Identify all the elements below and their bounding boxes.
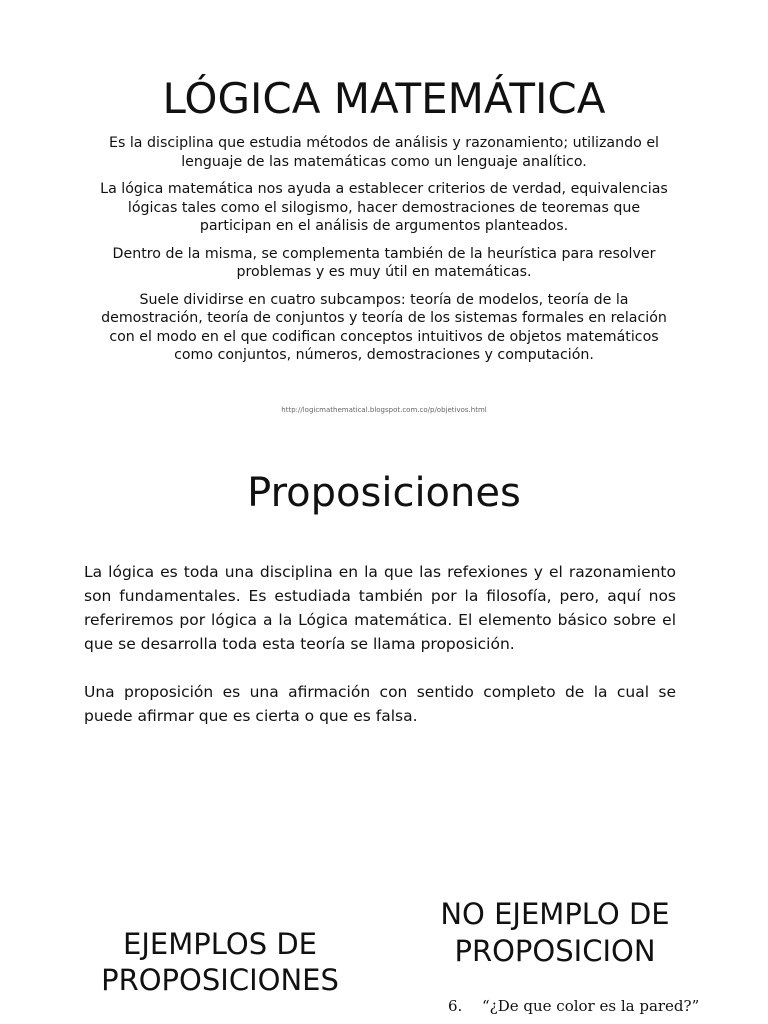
- slide-title: LÓGICA MATEMÁTICA: [162, 74, 606, 123]
- intro-text: [100, 134, 668, 374]
- source-link[interactable]: http://logicmathematical.blogspot.com.co/p/objetivos.html: [281, 406, 487, 414]
- item-text: “¿De que color es la pared?”: [482, 997, 700, 1015]
- paragraph: Una proposición es una afirmación con sentido completo de la cual se puede afirmar que es cierta o que es falsa.: [84, 683, 676, 725]
- paragraph: La lógica es toda una disciplina en la que las refexiones y el razonamiento son fundamentales. Es estudiada también por la filosofía, pero, aquí nos referiremos por lógica a la Lógica matemática. El elemento básico sobre el que se desarrolla toda esta teoría se llama proposición.: [84, 563, 676, 653]
- examples-title: EJEMPLOS DE PROPOSICIONES: [101, 927, 339, 997]
- paragraph: Suele dividirse en cuatro subcampos: teoría de modelos, teoría de la demostración, teoría de conjuntos y teoría de los sistemas formales en relación con el modo en el que codifican conceptos intuitivos de objetos matemáticos como conjuntos, números, demostraciones y computación.: [101, 291, 667, 363]
- item-number: 6.: [448, 997, 463, 1015]
- section-title: Proposiciones: [247, 470, 521, 516]
- non-example-item: [448, 997, 728, 1015]
- proposiciones-text: [84, 560, 676, 752]
- paragraph: Dentro de la misma, se complementa también de la heurística para resolver problemas y es muy útil en matemáticas.: [112, 245, 656, 280]
- paragraph: Es la disciplina que estudia métodos de análisis y razonamiento; utilizando el lenguaje de las matemáticas como un lenguaje analítico.: [108, 135, 659, 170]
- non-examples-title: NO EJEMPLO DE PROPOSICION: [440, 897, 670, 968]
- paragraph: La lógica matemática nos ayuda a establecer criterios de verdad, equivalencias lógicas tales como el silogismo, hacer demostraciones de teoremas que participan en el análisis de argumentos planteados.: [100, 181, 668, 234]
